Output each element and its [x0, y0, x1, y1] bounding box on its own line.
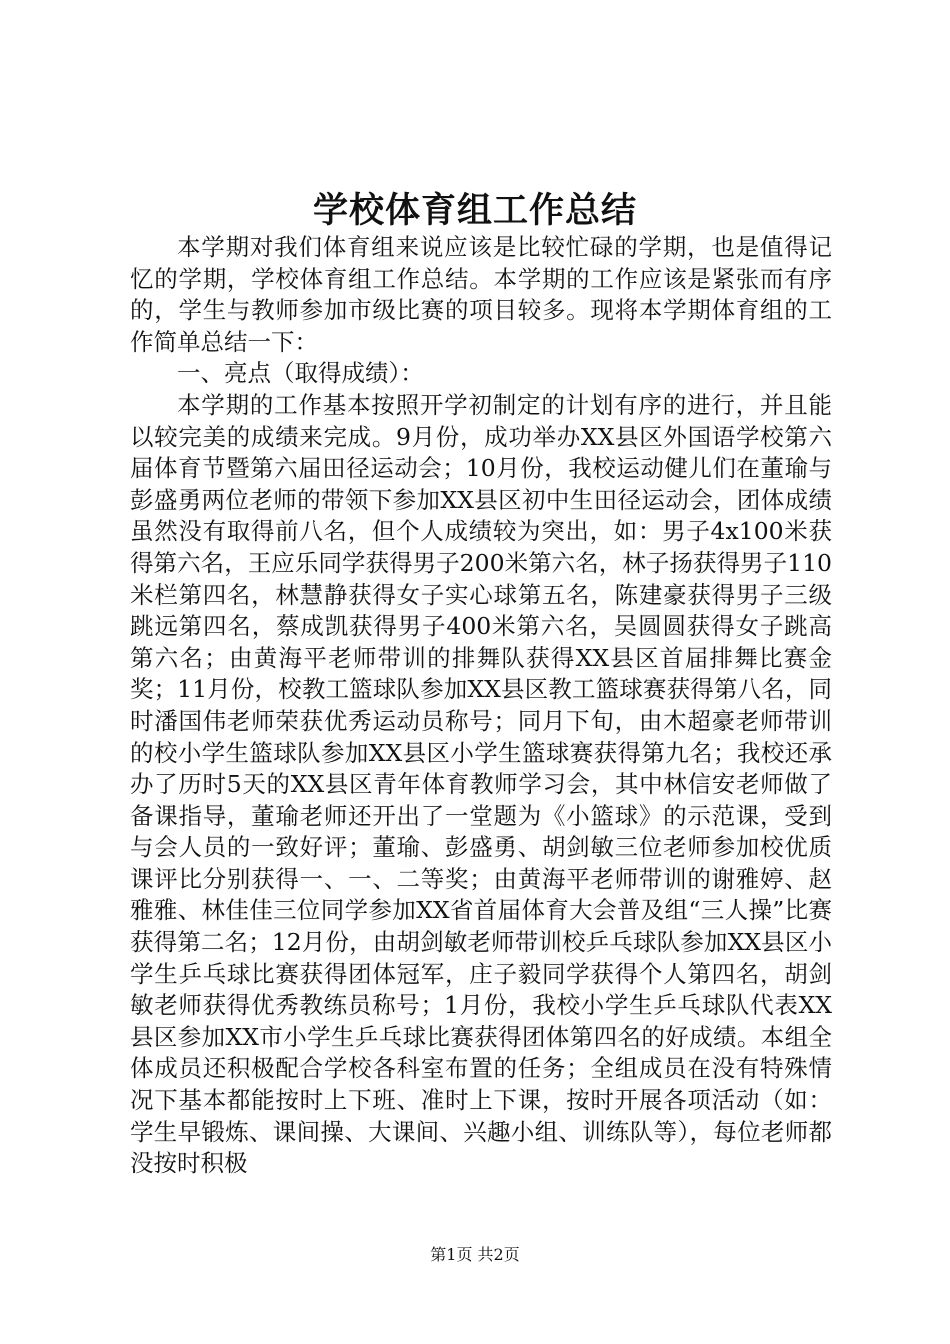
intro-paragraph: 本学期对我们体育组来说应该是比较忙碌的学期，也是值得记忆的学期，学校体育组工作总结。本学期的工作应该是紧张而有序的，学生与教师参加市级比赛的项目较多。现将本学期体育组的工作简单总结一下： [130, 233, 832, 356]
section-heading-highlights: 一、亮点（取得成绩）： [177, 359, 424, 388]
page-number: 第1页 共2页 [430, 1245, 520, 1264]
achievements-paragraph: 本学期的工作基本按照开学初制定的计划有序的进行，并且能以较完美的成绩来完成。9月份，成功举办XX县区外国语学校第六届体育节暨第六届田径运动会；10月份，我校运动健儿们在董瑜与彭盛勇两位老师的带领下参加XX县区初中生田径运动会，团体成绩虽然没有取得前八名，但个人成绩较为突出，如：男子4x100米获得第六名，王应乐同学获得男子200米第六名，林子扬获得男子110米栏第四名，林慧静获得女子实心球第五名，陈建豪获得男子三级跳远第四名，蔡成凯获得男子400米第六名，吴圆圆获得女子跳高第六名；由黄海平老师带训的排舞队获得XX县区首届排舞比赛金奖；11月份，校教工篮球队参加XX县区教工篮球赛获得第八名，同时潘国伟老师荣获优秀运动员称号；同月下旬，由木超豪老师带训的校小学生篮球队参加XX县区小学生篮球赛获得第九名；我校还承办了历时5天的XX县区青年体育教师学习会，其中林信安老师做了备课指导，董瑜老师还开出了一堂题为《小篮球》的示范课，受到与会人员的一致好评；董瑜、彭盛勇、胡剑敏三位老师参加校优质课评比分别获得一、一、二等奖；由黄海平老师带训的谢雅婷、赵雅雅、林佳佳三位同学参加XX省首届体育大会普及组“三人操”比赛获得第二名；12月份，由胡剑敏老师带训校乒乓球队参加XX县区小学生乒乓球比赛获得团体冠军，庄子毅同学获得个人第四名，胡剑敏老师获得优秀教练员称号；1月份，我校小学生乒乓球队代表XX县区参加XX市小学生乒乓球比赛获得团体第四名的好成绩。本组全体成员还积极配合学校各科室布置的任务；全组成员在没有特殊情况下基本都能按时上下班、准时上下课，按时开展各项活动（如：学生早锻炼、课间操、大课间、兴趣小组、训练队等），每位老师都没按时积极 [130, 390, 832, 1178]
document-title: 学校体育组工作总结 [312, 190, 637, 231]
document-body [130, 232, 832, 1180]
